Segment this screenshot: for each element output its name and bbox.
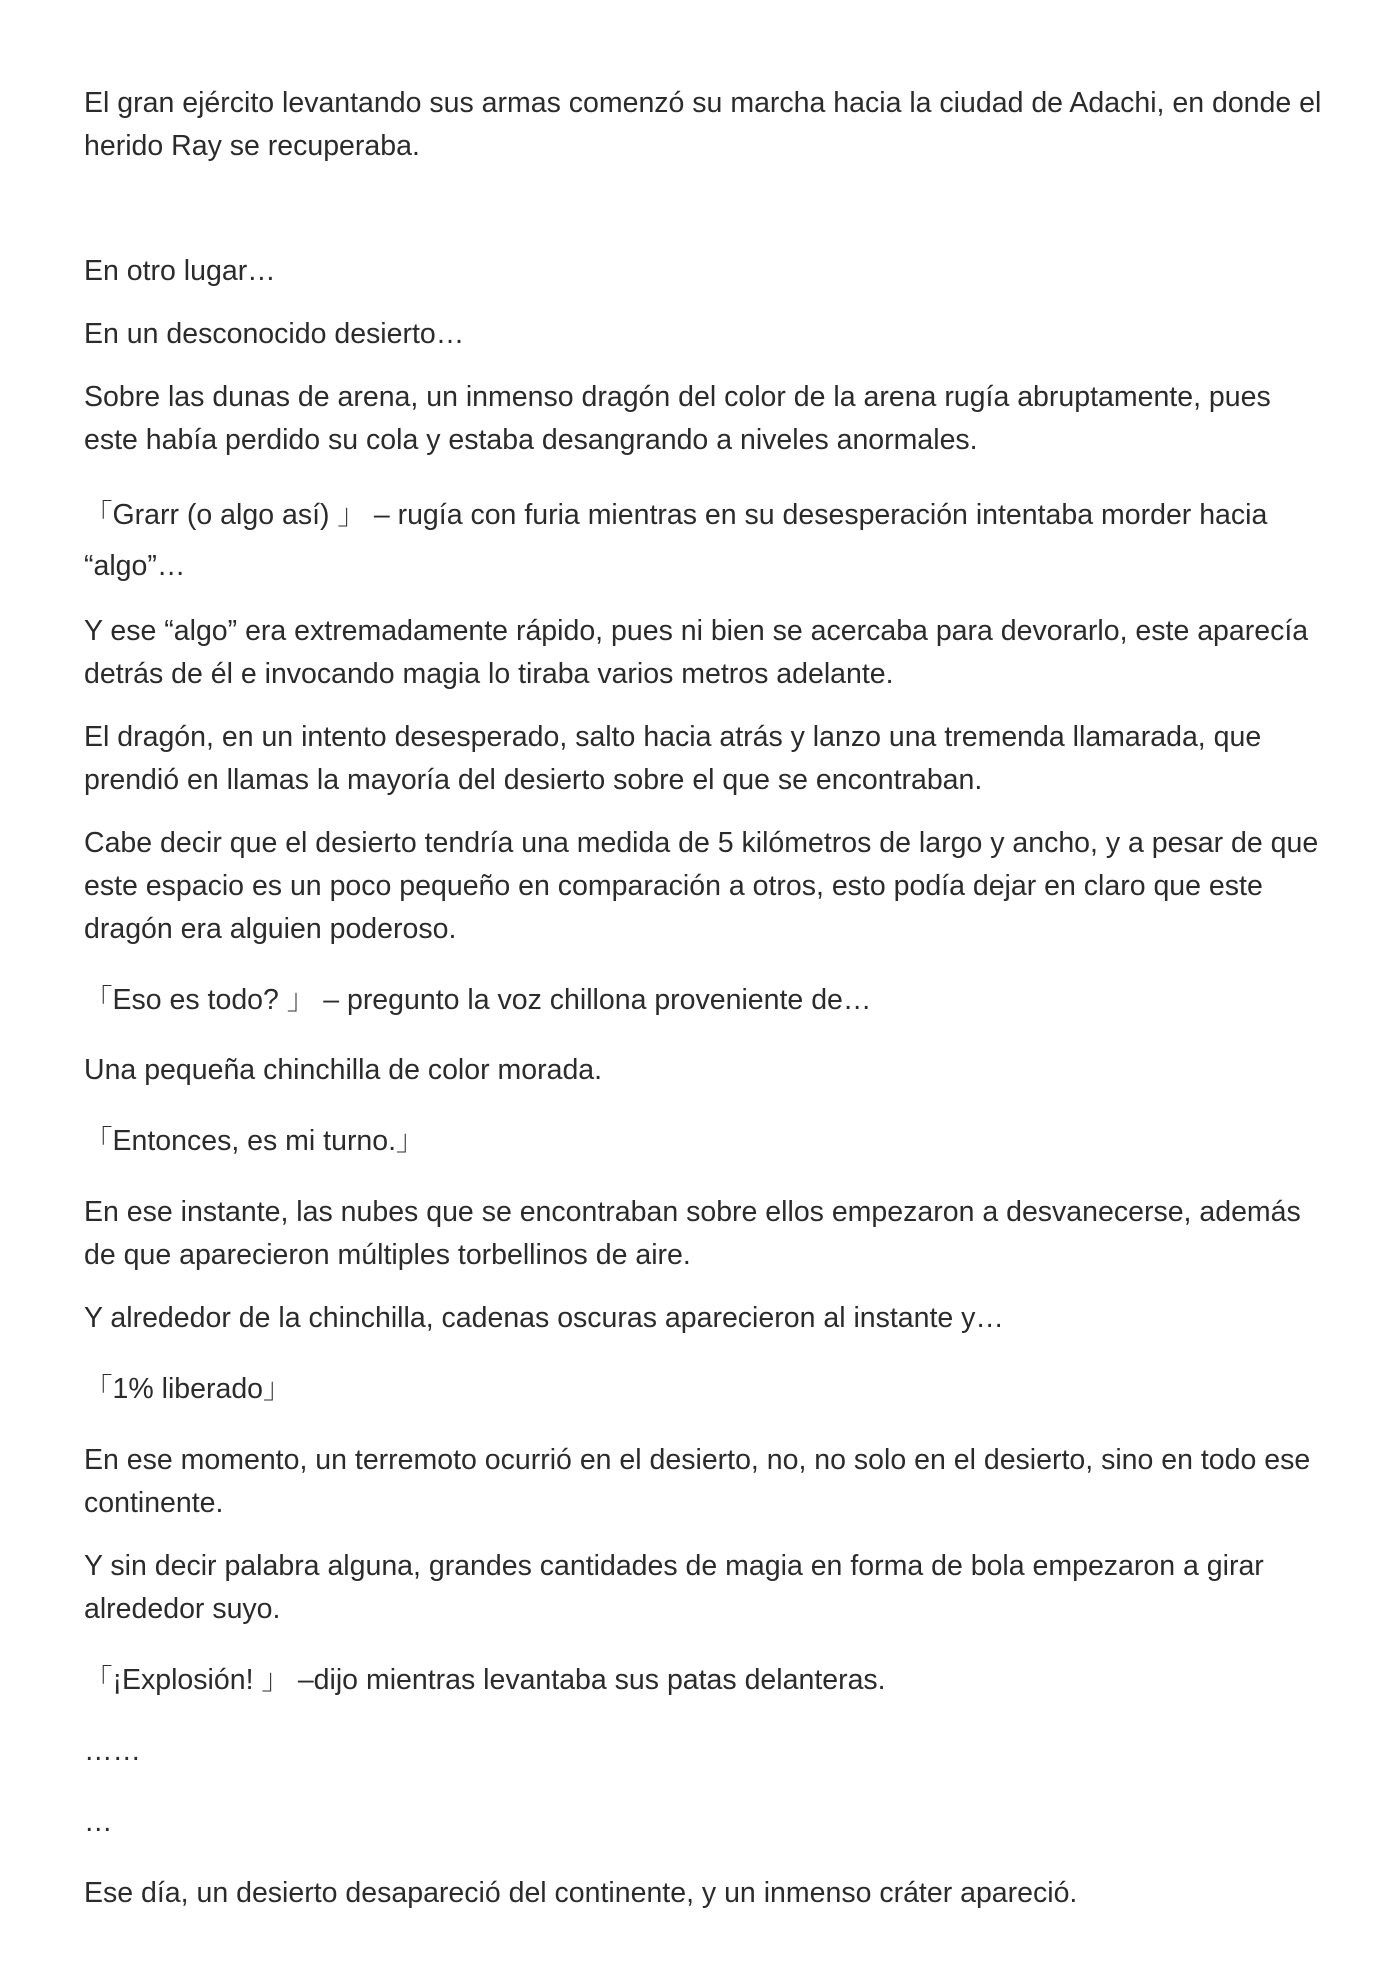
paragraph-desert-size: Cabe decir que el desierto tendría una medida de 5 kilómetros de largo y ancho, y a pesar de que este espacio es un poco pequeño en comparación a otros, esto podía dejar en claro que este dragón era alguien poderoso. xyxy=(84,827,1319,945)
paragraph-unknown-desert: En un desconocido desierto… xyxy=(84,318,465,350)
paragraph-dragon-dunes: Sobre las dunas de arena, un inmenso dragón del color de la arena rugía abruptamente, pues este había perdido su cola y estaba desangrando a niveles anormales. xyxy=(84,381,1271,456)
paragraph-magic-balls: Y sin decir palabra alguna, grandes cantidades de magia en forma de bola empezaron a girar alrededor suyo. xyxy=(84,1550,1264,1625)
paragraph-army-march: El gran ejército levantando sus armas comenzó su marcha hacia la ciudad de Adachi, en donde el herido Ray se recuperaba. xyxy=(84,87,1322,162)
paragraph-earthquake: En ese momento, un terremoto ocurrió en el desierto, no, no solo en el desierto, sino en todo ese continente. xyxy=(84,1444,1311,1519)
paragraph-is-that-all-dialogue: 「Eso es todo? 」 – pregunto la voz chillona proveniente de… xyxy=(84,984,872,1016)
paragraph-short-ellipsis: … xyxy=(84,1806,113,1838)
paragraph-dark-chains: Y alrededor de la chinchilla, cadenas oscuras aparecieron al instante y… xyxy=(84,1302,1004,1334)
paragraph-grarr-dialogue: 「Grarr (o algo así) 」 – rugía con furia mientras en su desesperación intentaba morder hacia “algo”… xyxy=(84,499,1268,582)
paragraph-clouds-vanish: En ese instante, las nubes que se encontraban sobre ellos empezaron a desvanecerse, además de que aparecieron múltiples torbellinos de aire. xyxy=(84,1196,1301,1271)
document-page xyxy=(84,82,1324,1915)
paragraph-released-dialogue: 「1% liberado」 xyxy=(84,1373,292,1405)
paragraph-my-turn-dialogue: 「Entonces, es mi turno.」 xyxy=(84,1125,425,1157)
paragraph-something-fast: Y ese “algo” era extremadamente rápido, pues ni bien se acercaba para devorarlo, este aparecía detrás de él e invocando magia lo tiraba varios metros adelante. xyxy=(84,615,1309,690)
paragraph-dragon-flame: El dragón, en un intento desesperado, salto hacia atrás y lanzo una tremenda llamarada, que prendió en llamas la mayoría del desierto sobre el que se encontraban. xyxy=(84,721,1262,796)
paragraph-other-place: En otro lugar… xyxy=(84,255,276,287)
paragraph-explosion-dialogue: 「¡Explosión! 」 –dijo mientras levantaba sus patas delanteras. xyxy=(84,1664,886,1696)
paragraph-long-ellipsis: …… xyxy=(84,1735,141,1767)
paragraph-chinchilla: Una pequeña chinchilla de color morada. xyxy=(84,1054,603,1086)
paragraph-crater: Ese día, un desierto desapareció del continente, y un inmenso cráter apareció. xyxy=(84,1877,1078,1909)
